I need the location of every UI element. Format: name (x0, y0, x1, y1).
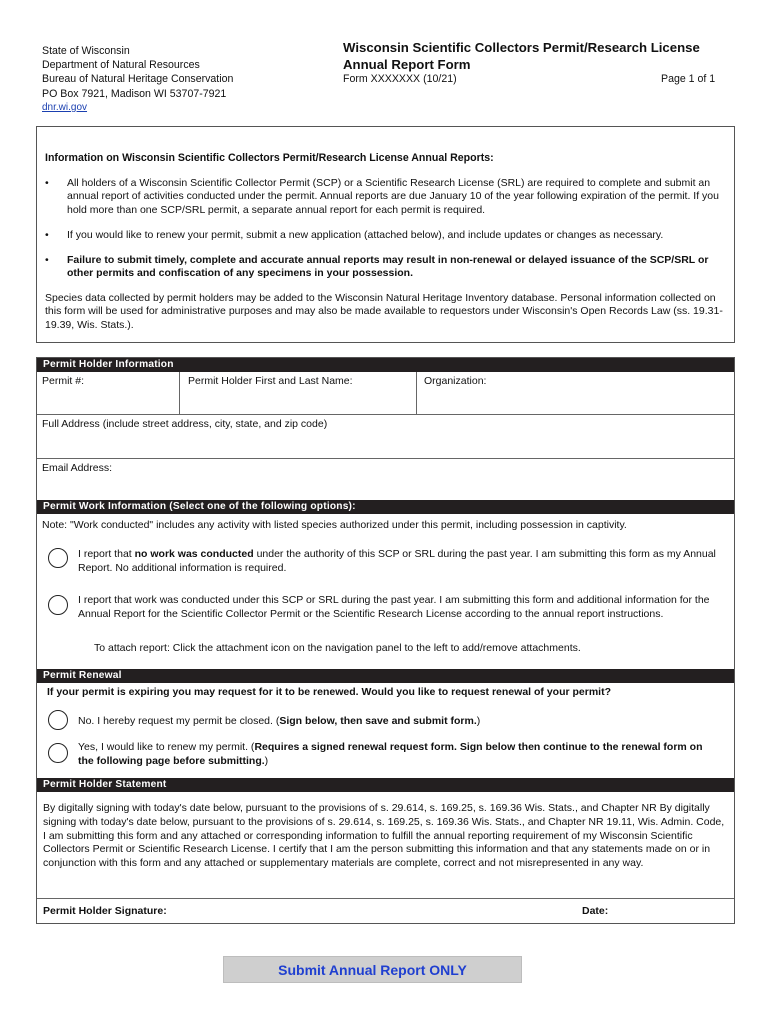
info-bullet-text: Failure to submit timely, complete and accurate annual reports may result in non-renewal or delayed issuance of the SCP/SRL or other permits and confiscation of any specimens in your possession. (67, 254, 709, 280)
renewal-yes-option-text (78, 740, 718, 768)
agency-department: Department of Natural Resources (42, 59, 200, 72)
work-conducted-radio[interactable] (48, 595, 68, 615)
bullet-dot: • (45, 229, 49, 241)
form-title-line2: Annual Report Form (343, 56, 471, 72)
organization-field[interactable]: Organization: (424, 375, 487, 387)
agency-website-link[interactable]: dnr.wi.gov (42, 101, 88, 113)
form-title (343, 40, 723, 73)
renewal-no-text-bold: Sign below, then save and submit form. (279, 715, 477, 727)
info-heading: Information on Wisconsin Scientific Collectors Permit/Research License Annual Reports: (45, 152, 494, 164)
section-header-permit-renewal: Permit Renewal (37, 669, 734, 683)
certification-statement: By digitally signing with today's date below, pursuant to the provisions of s. 29.614, s. 169.25, s. 169.36 Wis. Stats., and Chapter NR By digitally signing with today's date below, pursuant to the provisions of s. 29.614, s. 169.25, s. 169.36 Wis. Stats., and Chapter NR 19.11, Wis. Admin. Code, I am submitting this form and any attached or corresponding information to fulfill the annual reporting requirement of my Wisconsin Scientific Collectors Permit or Scientific Research License. I certify that I am the person submitting this information and that any statements made on or in conjunction with this form and any attached or supplementary materials are complete, correct and not misrepresented in any way. (43, 802, 725, 870)
no-work-text-bold: no work was conducted (134, 548, 254, 560)
renewal-no-text-post: ) (476, 715, 481, 727)
annual-report-form (36, 357, 735, 924)
no-work-text-post: under the authority of this SCP or SRL during the past year. I am submitting this form as my Annual Report. No additional information is required. (78, 548, 716, 574)
no-work-radio[interactable] (48, 548, 68, 568)
renewal-no-option-text (78, 714, 718, 728)
form-number: Form XXXXXXX (10/21) (343, 73, 457, 85)
work-conducted-note: Note: "Work conducted" includes any activity with listed species authorized under this permit, including possession in captivity. (42, 519, 627, 531)
renewal-no-radio[interactable] (48, 710, 68, 730)
agency-block (42, 44, 233, 115)
section-header-permit-holder: Permit Holder Information (37, 358, 734, 372)
species-data-note: Species data collected by permit holders may be added to the Wisconsin Natural Heritage Inventory database. Personal information collected on this form will be used for administrative purposes and may also be made available to requestors under Wisconsin's Open Records Law (ss. 19.31-19.39, Wis. Stats.). (45, 292, 723, 331)
bullet-dot: • (45, 254, 49, 266)
page-number: Page 1 of 1 (661, 73, 716, 85)
agency-state: State of Wisconsin (42, 45, 130, 57)
work-conducted-option-text: I report that work was conducted under this SCP or SRL during the past year. I am submitting this form and additional information for the Annual Report for the Scientific Collector Permit or the Scientific Research License according to the annual report instructions. (78, 594, 710, 620)
divider (37, 898, 734, 899)
renewal-question: If your permit is expiring you may request for it to be renewed. Would you like to request renewal of your permit? (47, 686, 611, 698)
section-header-holder-statement: Permit Holder Statement (37, 778, 734, 792)
form-title-line1: Wisconsin Scientific Collectors Permit/Research License (343, 40, 700, 55)
info-bullet-text: If you would like to renew your permit, submit a new application (attached below), and include updates or changes as necessary. (67, 229, 664, 241)
signature-field[interactable]: Permit Holder Signature: (43, 905, 167, 917)
attach-instructions: To attach report: Click the attachment icon on the navigation panel to the left to add/remove attachments. (94, 642, 581, 654)
bullet-dot: • (45, 177, 49, 189)
submit-annual-report-button[interactable]: Submit Annual Report ONLY (223, 956, 522, 983)
no-work-text-pre: I report that (78, 548, 135, 560)
date-field[interactable]: Date: (582, 905, 609, 917)
renewal-yes-radio[interactable] (48, 743, 68, 763)
holder-name-field[interactable]: Permit Holder First and Last Name: (188, 375, 353, 387)
renewal-yes-text-pre: Yes, I would like to renew my permit. ( (78, 741, 255, 753)
agency-address: PO Box 7921, Madison WI 53707-7921 (42, 87, 227, 100)
divider (179, 372, 180, 414)
renewal-yes-text-bold: Requires a signed renewal request form. Sign below then continue to the renewal form on the following page before submitting. (78, 741, 703, 767)
divider (37, 458, 734, 459)
renewal-yes-text-post: ) (264, 755, 269, 767)
renewal-no-text-pre: No. I hereby request my permit be closed. ( (78, 715, 280, 727)
email-address-field[interactable]: Email Address: (42, 462, 113, 474)
info-bullet-text: All holders of a Wisconsin Scientific Collector Permit (SCP) or a Scientific Research License (SRL) are required to complete and submit an annual report of activities conducted under the permit. Annual reports are due January 10 of the year following expiration of the permit. If you hold more than one SCP/SRL permit, a separate annual report for each permit is required. (67, 177, 719, 216)
section-header-permit-work: Permit Work Information (Select one of the following options): (37, 500, 734, 514)
info-box (36, 126, 735, 343)
full-address-field[interactable]: Full Address (include street address, city, state, and zip code) (42, 418, 328, 430)
divider (37, 414, 734, 415)
agency-bureau: Bureau of Natural Heritage Conservation (42, 73, 234, 86)
divider (416, 372, 417, 414)
permit-number-field[interactable]: Permit #: (42, 375, 85, 387)
no-work-option-text (78, 547, 718, 575)
